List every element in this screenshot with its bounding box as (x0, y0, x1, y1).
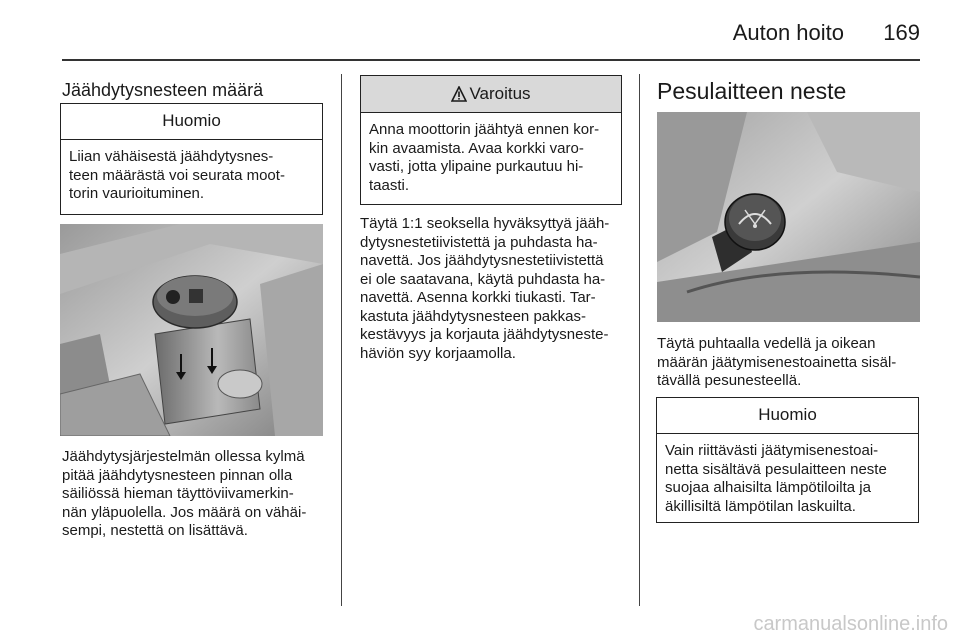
warning-triangle-icon (451, 79, 467, 114)
washer-fluid-photo (657, 112, 920, 322)
notice-body (61, 140, 322, 211)
notice-box-washer (656, 397, 919, 523)
paragraph-line: nän yläpuolella. Jos määrä on vähäi- (62, 503, 307, 521)
warning-heading (361, 76, 621, 113)
paragraph-line: navettä. Asenna korkki tiukasti. Tar- (360, 289, 596, 306)
warning-line: taasti. (369, 176, 410, 194)
paragraph-line: kastuta jäähdytysnesteen pakkas- (360, 307, 586, 325)
warning-line: kin avaamista. Avaa korkki varo- (369, 139, 584, 157)
paragraph-line: Täytä 1:1 seoksella hyväksyttyä jääh- (360, 215, 610, 232)
paragraph-line: pitää jäähdytysnesteen pinnan olla (62, 466, 293, 484)
paragraph-line: kestävyys ja korjauta jäähdytysneste- (360, 326, 609, 343)
section-title-washer-fluid: Pesulaitteen neste (657, 78, 847, 104)
notice-heading: Huomio (657, 398, 918, 434)
notice-line: netta sisältävä pesulaitteen neste (665, 460, 887, 478)
section-title-coolant: Jäähdytysnesteen määrä (62, 80, 264, 100)
washer-fluid-illustration (657, 112, 920, 322)
coolant-level-paragraph (62, 448, 306, 541)
paragraph-line: häviön syy korjaamolla. (360, 344, 516, 362)
notice-box-coolant (60, 103, 323, 215)
coolant-reservoir-photo (60, 224, 323, 436)
notice-line: suojaa alhaisilta lämpötiloilta ja (665, 479, 871, 496)
column-divider-right (639, 74, 640, 606)
notice-line: teen määrästä voi seurata moot- (69, 166, 285, 184)
header-rule (62, 59, 920, 61)
paragraph-line: tävällä pesunesteellä. (657, 372, 802, 389)
washer-fluid-paragraph (657, 335, 896, 391)
notice-line: äkillisiltä lämpötilan laskuilta. (665, 497, 856, 515)
paragraph-line: navettä. Jos jäähdytysnestetiivistettä (360, 252, 604, 269)
watermark: carmanualsonline.info (753, 613, 948, 635)
notice-heading: Huomio (61, 104, 322, 140)
page-header (62, 18, 920, 48)
paragraph-line: ei ole saatavana, käytä puhdasta ha- (360, 270, 606, 288)
warning-line: Anna moottorin jäähtyä ennen kor- (369, 121, 600, 138)
column-divider-left (341, 74, 342, 606)
warning-box (360, 75, 622, 205)
warning-heading-text: Varoitus (469, 84, 531, 103)
header-title: Auton hoito (732, 20, 844, 45)
notice-line: Liian vähäisestä jäähdytysnes- (69, 148, 274, 165)
paragraph-line: sempi, nestettä on lisättävä. (62, 522, 248, 539)
warning-body (361, 113, 621, 202)
coolant-fill-paragraph (360, 215, 609, 363)
paragraph-line: määrän jäätymisenestoainetta sisäl- (657, 353, 897, 371)
paragraph-line: Jäähdytysjärjestelmän ollessa kylmä (62, 448, 305, 465)
paragraph-line: säiliössä hieman täyttöviivamerkin- (62, 485, 294, 502)
coolant-reservoir-illustration (60, 224, 323, 436)
notice-line: Vain riittävästi jäätymisenestoai- (665, 442, 879, 459)
page-number: 169 (883, 20, 920, 45)
notice-body (657, 434, 918, 523)
notice-line: torin vaurioituminen. (69, 185, 205, 202)
paragraph-line: dytysnestetiivistettä ja puhdasta ha- (360, 233, 598, 251)
warning-line: vasti, jotta ylipaine purkautuu hi- (369, 158, 584, 175)
paragraph-line: Täytä puhtaalla vedellä ja oikean (657, 335, 876, 352)
